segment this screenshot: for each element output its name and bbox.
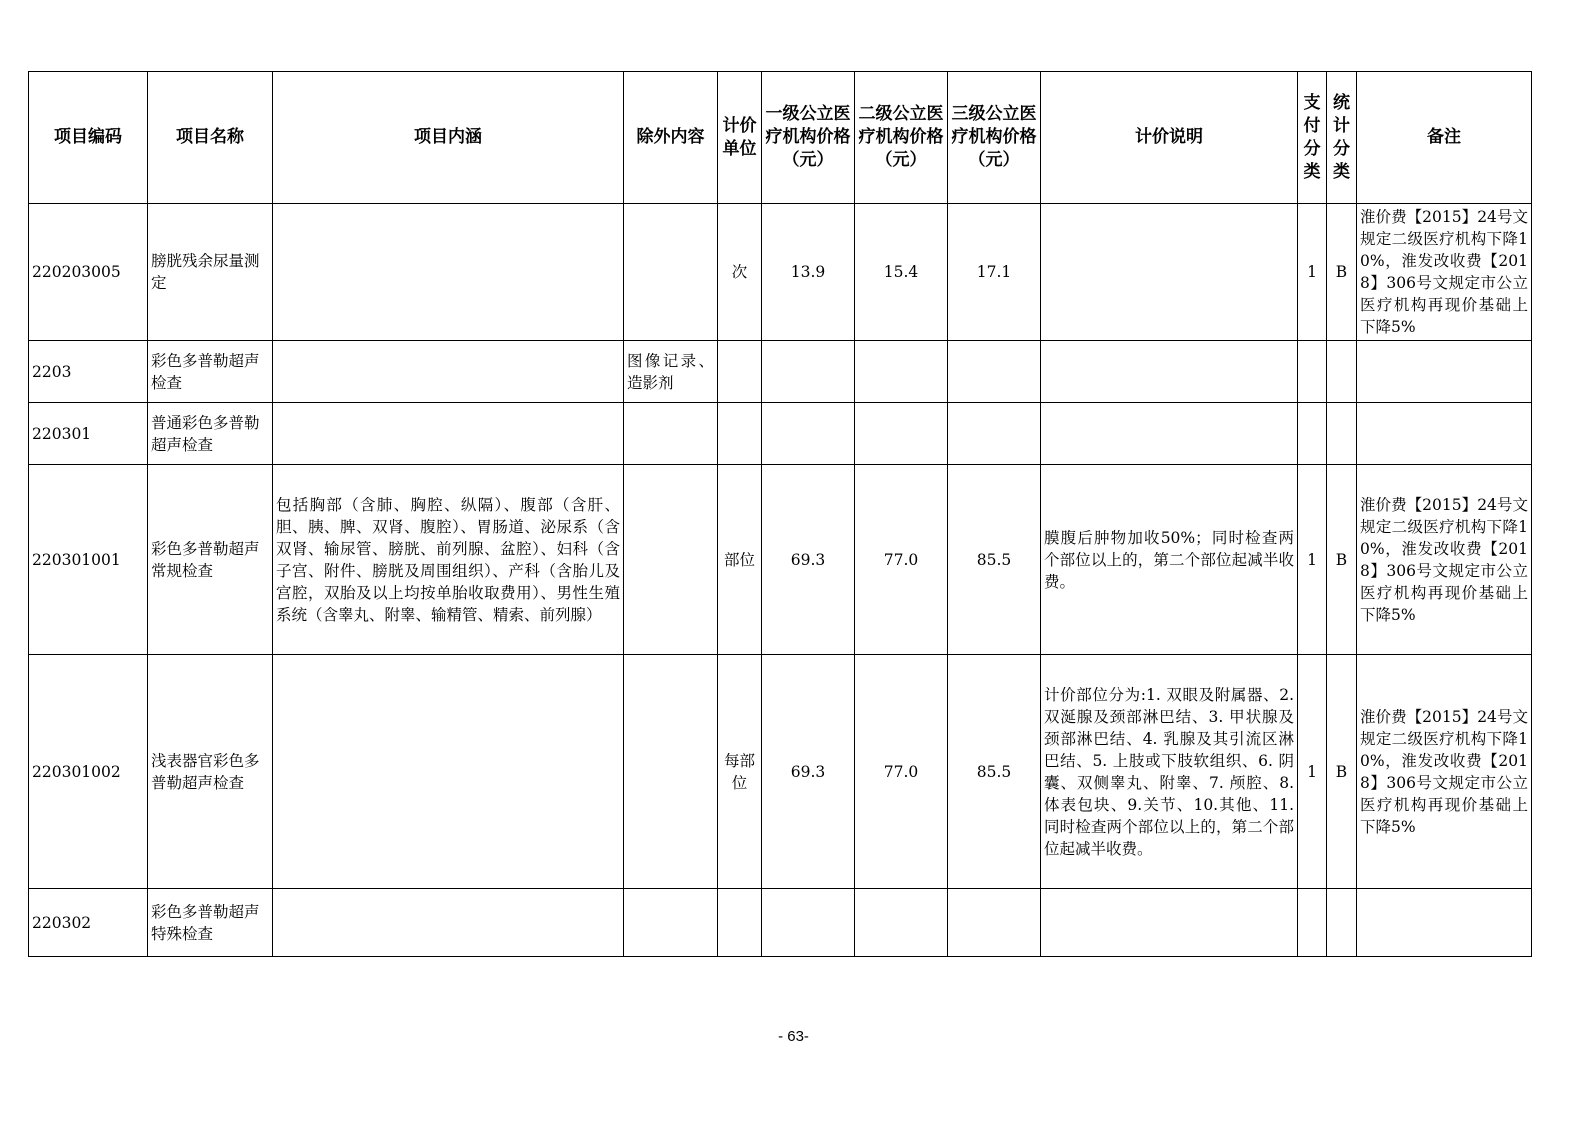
header-statistic-class: 统计分类 bbox=[1327, 72, 1357, 204]
table-row bbox=[29, 655, 1532, 889]
remarks: 淮价费【2015】24号文规定二级医疗机构下降10%，淮发改收费【2018】306号文规定市公立医疗机构再现价基础上下降5% bbox=[1357, 465, 1532, 655]
price-level2: 77.0 bbox=[855, 655, 948, 889]
price-level3 bbox=[948, 889, 1041, 957]
price-level2: 77.0 bbox=[855, 465, 948, 655]
item-content: 包括胸部（含肺、胸腔、纵隔）、腹部（含肝、胆、胰、脾、双肾、腹腔）、胃肠道、泌尿系（含双肾、输尿管、膀胱、前列腺、盆腔）、妇科（含子宫、附件、膀胱及周围组织）、产科（含胎儿及宫腔，双胎及以上均按单胎收取费用）、男性生殖系统（含睾丸、附睾、输精管、精索、前列腺） bbox=[273, 465, 624, 655]
pricing-description bbox=[1041, 204, 1298, 341]
price-level2 bbox=[855, 341, 948, 403]
price-level2 bbox=[855, 889, 948, 957]
item-unit: 部位 bbox=[718, 465, 762, 655]
item-content bbox=[273, 889, 624, 957]
price-level2 bbox=[855, 403, 948, 465]
payment-class: 1 bbox=[1298, 465, 1327, 655]
header-pricing-description: 计价说明 bbox=[1041, 72, 1298, 204]
header-price-level1: 一级公立医疗机构价格（元） bbox=[762, 72, 855, 204]
header-row bbox=[29, 72, 1532, 204]
item-exclusion bbox=[624, 403, 718, 465]
payment-class: 1 bbox=[1298, 204, 1327, 341]
item-code: 220301002 bbox=[29, 655, 148, 889]
payment-class: 1 bbox=[1298, 655, 1327, 889]
page-number: - 63- bbox=[778, 1028, 809, 1045]
remarks: 淮价费【2015】24号文规定二级医疗机构下降10%，淮发改收费【2018】306号文规定市公立医疗机构再现价基础上下降5% bbox=[1357, 655, 1532, 889]
item-content bbox=[273, 204, 624, 341]
item-unit bbox=[718, 403, 762, 465]
price-level1 bbox=[762, 341, 855, 403]
price-level1: 13.9 bbox=[762, 204, 855, 341]
item-unit bbox=[718, 889, 762, 957]
item-name: 彩色多普勒超声检查 bbox=[148, 341, 273, 403]
item-code: 220302 bbox=[29, 889, 148, 957]
item-name: 膀胱残余尿量测定 bbox=[148, 204, 273, 341]
table-row bbox=[29, 889, 1532, 957]
item-code: 220301 bbox=[29, 403, 148, 465]
price-level1 bbox=[762, 403, 855, 465]
item-unit: 次 bbox=[718, 204, 762, 341]
price-level3: 17.1 bbox=[948, 204, 1041, 341]
pricing-description bbox=[1041, 889, 1298, 957]
item-exclusion bbox=[624, 655, 718, 889]
header-code: 项目编码 bbox=[29, 72, 148, 204]
item-name: 浅表器官彩色多普勒超声检查 bbox=[148, 655, 273, 889]
pricing-description: 计价部位分为:1. 双眼及附属器、2. 双涎腺及颈部淋巴结、3. 甲状腺及颈部淋巴结、4. 乳腺及其引流区淋巴结、5. 上肢或下肢软组织、6. 阴囊、双侧睾丸、附睾、7. 颅腔、8.体表包块、9.关节、10.其他、11.同时检查两个部位以上的，第二个部位起减半收费。 bbox=[1041, 655, 1298, 889]
statistic-class bbox=[1327, 889, 1357, 957]
payment-class bbox=[1298, 341, 1327, 403]
item-unit: 每部位 bbox=[718, 655, 762, 889]
item-code: 220301001 bbox=[29, 465, 148, 655]
price-level3 bbox=[948, 341, 1041, 403]
statistic-class: B bbox=[1327, 655, 1357, 889]
statistic-class bbox=[1327, 403, 1357, 465]
item-exclusion: 图像记录、造影剂 bbox=[624, 341, 718, 403]
payment-class bbox=[1298, 889, 1327, 957]
item-name: 彩色多普勒超声特殊检查 bbox=[148, 889, 273, 957]
price-level1 bbox=[762, 889, 855, 957]
item-name: 彩色多普勒超声常规检查 bbox=[148, 465, 273, 655]
item-content bbox=[273, 341, 624, 403]
item-code: 220203005 bbox=[29, 204, 148, 341]
pricing-description bbox=[1041, 341, 1298, 403]
remarks bbox=[1357, 403, 1532, 465]
item-content bbox=[273, 655, 624, 889]
table-row bbox=[29, 465, 1532, 655]
pricing-description: 膜腹后肿物加收50%；同时检查两个部位以上的，第二个部位起减半收费。 bbox=[1041, 465, 1298, 655]
table-row bbox=[29, 204, 1532, 341]
table-row bbox=[29, 403, 1532, 465]
price-level2: 15.4 bbox=[855, 204, 948, 341]
statistic-class: B bbox=[1327, 204, 1357, 341]
item-exclusion bbox=[624, 889, 718, 957]
remarks bbox=[1357, 341, 1532, 403]
header-price-level2: 二级公立医疗机构价格（元） bbox=[855, 72, 948, 204]
header-remarks: 备注 bbox=[1357, 72, 1532, 204]
header-price-level3: 三级公立医疗机构价格（元） bbox=[948, 72, 1041, 204]
remarks bbox=[1357, 889, 1532, 957]
item-name: 普通彩色多普勒超声检查 bbox=[148, 403, 273, 465]
table-row bbox=[29, 341, 1532, 403]
price-level1: 69.3 bbox=[762, 465, 855, 655]
statistic-class bbox=[1327, 341, 1357, 403]
remarks: 淮价费【2015】24号文规定二级医疗机构下降10%，淮发改收费【2018】306号文规定市公立医疗机构再现价基础上下降5% bbox=[1357, 204, 1532, 341]
pricing-description bbox=[1041, 403, 1298, 465]
price-level3 bbox=[948, 403, 1041, 465]
item-code: 2203 bbox=[29, 341, 148, 403]
item-content bbox=[273, 403, 624, 465]
price-table bbox=[28, 71, 1532, 957]
item-unit bbox=[718, 341, 762, 403]
header-unit: 计价单位 bbox=[718, 72, 762, 204]
statistic-class: B bbox=[1327, 465, 1357, 655]
price-level3: 85.5 bbox=[948, 465, 1041, 655]
price-level3: 85.5 bbox=[948, 655, 1041, 889]
item-exclusion bbox=[624, 465, 718, 655]
price-level1: 69.3 bbox=[762, 655, 855, 889]
header-content: 项目内涵 bbox=[273, 72, 624, 204]
header-name: 项目名称 bbox=[148, 72, 273, 204]
payment-class bbox=[1298, 403, 1327, 465]
header-payment-class: 支付分类 bbox=[1298, 72, 1327, 204]
header-exclusion: 除外内容 bbox=[624, 72, 718, 204]
item-exclusion bbox=[624, 204, 718, 341]
